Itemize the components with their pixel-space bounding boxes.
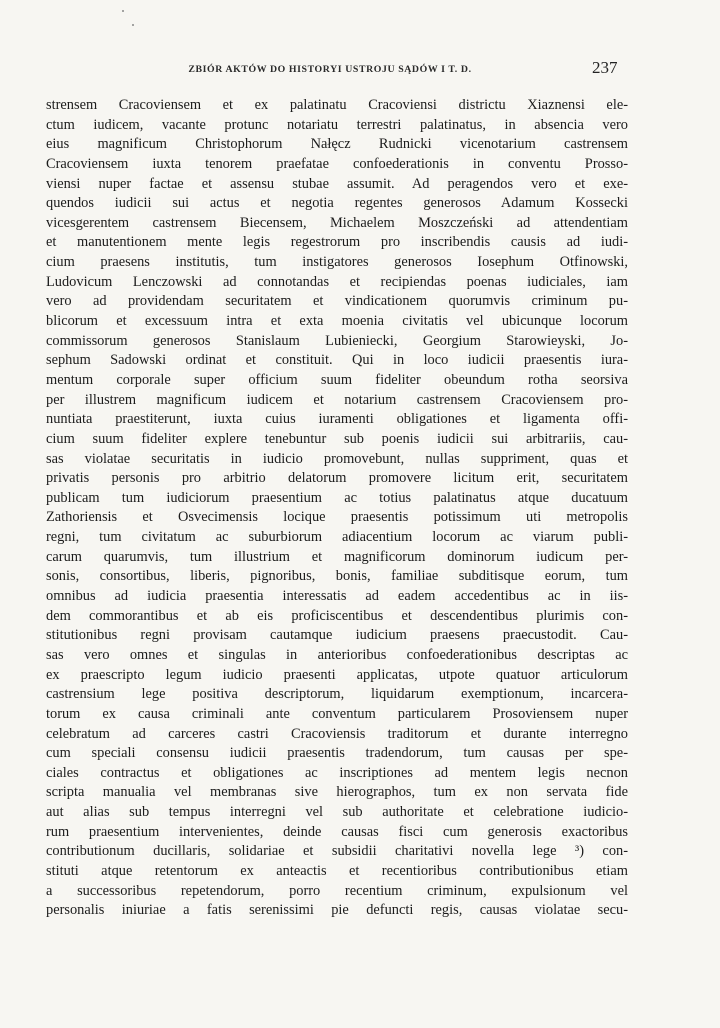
text-line: personalis iniuriae a fatis serenissimi pie defuncti regis, causas violatae secu-	[46, 902, 628, 919]
text-line: torum ex causa criminali ante conventum particularem Prosoviensem nuper	[46, 705, 628, 722]
scan-speck	[132, 24, 134, 26]
text-line: ciales contractus et obligationes ac inscriptiones ad mentem legis necnon	[46, 764, 628, 781]
text-line: aut alias sub tempus interregni vel sub authoritate et celebratione iudicio-	[46, 804, 628, 821]
page-number: 237	[592, 58, 618, 77]
text-line: et manutentionem mente legis regestrorum pro inscribendis causis ad iudi-	[46, 234, 628, 251]
text-line: scripta manualia vel membranas sive hierographos, tum ex non servata fide	[46, 784, 628, 801]
text-line: cium praesens institutis, tum instigatores generosos Iosephum Otfinowski,	[46, 254, 628, 271]
text-line: carum quarumvis, tum illustrium et magnificorum dominorum iudicum per-	[46, 548, 628, 565]
text-line: Cracoviensem iuxta tenorem praefatae confoederationis in conventu Prosso-	[46, 155, 628, 172]
text-line: eius magnificum Christophorum Nałęcz Rudnicki vicenotarium castrensem	[46, 136, 628, 153]
text-line: vero ad providendam securitatem et vindicationem quorumvis criminum pu-	[46, 293, 628, 310]
text-line: ex praescripto legum iudicio praesenti applicatas, utpote quatuor articulorum	[46, 666, 628, 683]
text-line: viensi nuper factae et assensu stubae assumit. Ad peragendos vero et exe-	[46, 175, 628, 192]
text-line: vicesgerentem castrensem Biecensem, Michaelem Moszczeński ad attendentiam	[46, 214, 628, 231]
text-line: ctum iudicem, vacante protunc notariatu terrestri palatinatus, in absencia vero	[46, 116, 628, 133]
text-line: per illustrem magnificum iudicem et notarium castrensem Cracoviensem pro-	[46, 391, 628, 408]
text-line: cium suum fideliter explere tenebuntur sub poenis iudicii sui arbitrariis, cau-	[46, 430, 628, 447]
text-line: celebratum ad carceres castri Cracoviensis traditorum et durante interregno	[46, 725, 628, 742]
text-line: sas violatae securitatis in iudicio promovebunt, nullas suppriment, quas et	[46, 450, 628, 467]
text-line: quendos iudicii sui actus et negotia regentes generosos Adamum Kossecki	[46, 195, 628, 212]
text-line: a successoribus repetendorum, porro recentium criminum, expulsionum vel	[46, 882, 628, 899]
text-line: sephum Sadowski ordinat et constituit. Qui in loco iudicii praesentis iura-	[46, 352, 628, 369]
text-line: castrensium lege positiva descriptorum, liquidarum exemptionum, incarcera-	[46, 686, 628, 703]
text-line: omnibus ad iudicia praesentia interessatis ad eadem accedentibus ac in iis-	[46, 588, 628, 605]
text-line: Zathoriensis et Osvecimensis locique praesentis potissimum uti metropolis	[46, 509, 628, 526]
text-line: blicorum et excessuum intra et exta moenia civitatis vel ubicunque locorum	[46, 313, 628, 330]
text-line: contributionum ducillaris, solidariae et subsidii charitativi novella lege ³) con-	[46, 843, 628, 860]
body-text	[46, 96, 628, 921]
page-header	[0, 58, 720, 82]
text-line: stitutionibus regni provisam cautamque iudicium praesens praecustodit. Cau-	[46, 627, 628, 644]
text-line: rum praesentium intervenientes, deinde causas fisci cum generosis exactoribus	[46, 823, 628, 840]
text-line: regni, tum civitatum ac suburbiorum adiacentium locorum ac viarum publi-	[46, 529, 628, 546]
text-line: dem commorantibus et ab eis proficiscentibus et descendentibus plurimis con-	[46, 607, 628, 624]
text-line: mentum corporale super officium suum fideliter obeundum rotha seorsiva	[46, 371, 628, 388]
text-line: publicam tum iudiciorum praesentium ac totius palatinatus atque ducatuum	[46, 489, 628, 506]
text-line: sas vero omnes et singulas in anterioribus confoederationibus descriptas ac	[46, 646, 628, 663]
text-line: privatis personis pro arbitrio delatorum promovere licitum erit, securitatem	[46, 470, 628, 487]
running-title: ZBIÓR AKTÓW DO HISTORYI USTROJU SĄDÓW I T. D.	[188, 64, 472, 75]
text-line: nuntiata praestiterunt, iuxta cuius iuramenti obligationes et ligamenta offi-	[46, 411, 628, 428]
text-line: cum speciali consensu iudicii praesentis tradendorum, tum causas per spe-	[46, 745, 628, 762]
text-line: commissorum generosos Stanislaum Lubieniecki, Georgium Starowieyski, Jo-	[46, 332, 628, 349]
text-line: sonis, consortibus, liberis, pignoribus, bonis, familiae subditisque eorum, tum	[46, 568, 628, 585]
text-line: strensem Cracoviensem et ex palatinatu Cracoviensi districtu Xiaznensi ele-	[46, 97, 628, 113]
text-line: stituti atque retentorum ex anteactis et recentioribus contributionibus etiam	[46, 862, 628, 879]
text-line: Ludovicum Lenczowski ad connotandas et recipiendas poenas iudiciales, iam	[46, 273, 628, 290]
scan-speck	[122, 10, 124, 12]
